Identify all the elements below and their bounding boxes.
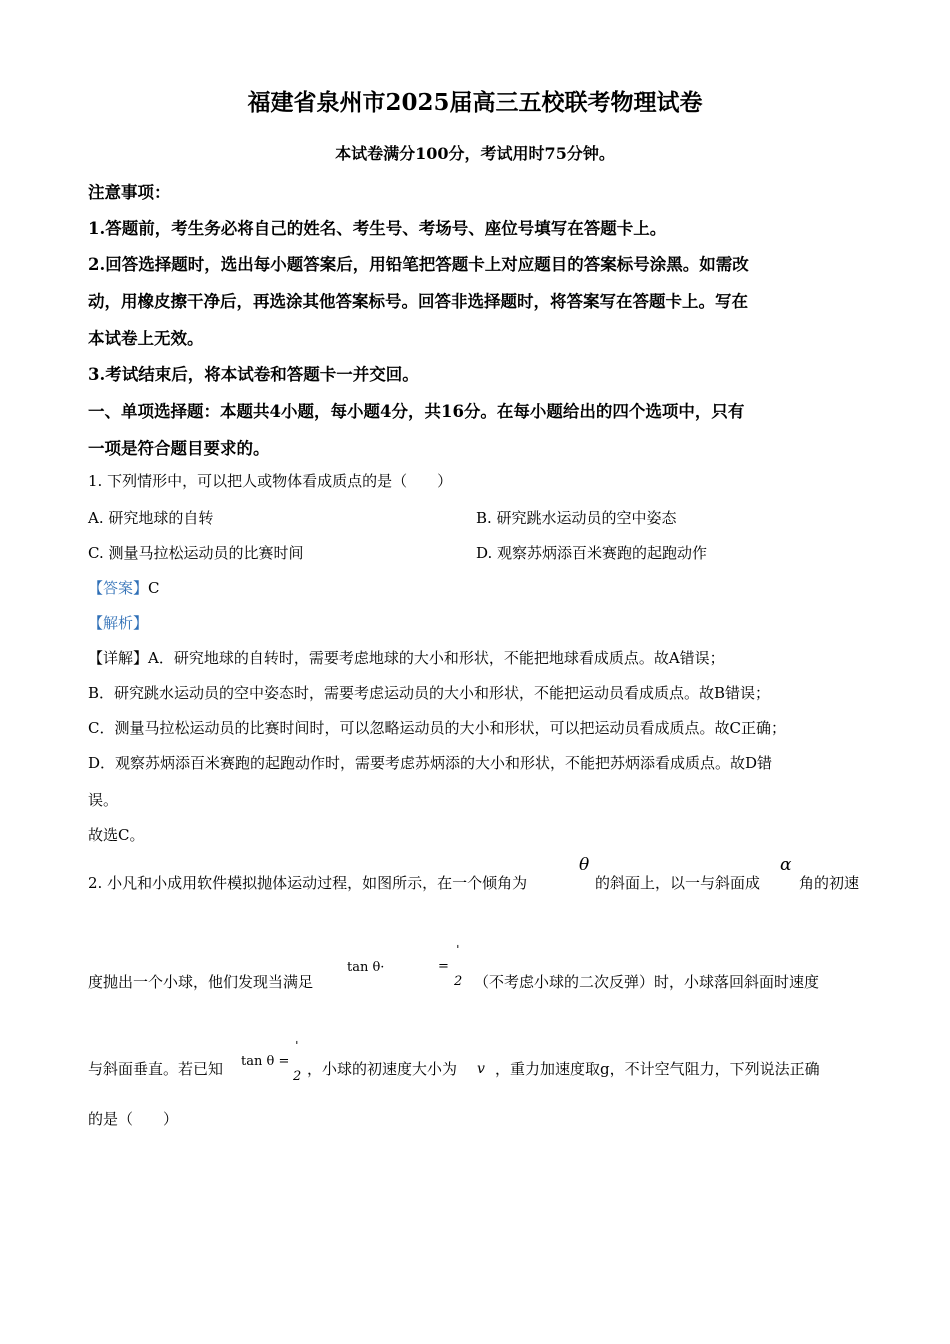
question-2-line-2-b: （不考虑小球的二次反弹）时，小球落回斜面时速度: [474, 973, 820, 991]
section-heading-line-1: 一、单项选择题：本题共4小题，每小题4分，共16分。在每小题给出的四个选项中，只有: [88, 402, 745, 421]
detail-a-line: [88, 647, 725, 668]
question-2-line-3-c: ，重力加速度取g，不计空气阻力，下列说法正确: [495, 1060, 820, 1078]
exam-subtitle: 本试卷满分100分，考试用时75分钟。: [335, 144, 615, 163]
formula-equals: =: [438, 959, 449, 974]
notice-heading: 注意事项：: [88, 183, 171, 202]
symbol-v: v: [477, 1061, 485, 1077]
notice-item-3: 3.考试结束后，将本试卷和答题卡一并交回。: [88, 365, 419, 384]
symbol-theta: θ: [579, 855, 590, 875]
question-2-line-1-a: 2. 小凡和小成用软件模拟抛体运动过程，如图所示，在一个倾角为: [88, 874, 528, 892]
detail-d-line-2: 误。: [88, 791, 119, 809]
question-2-line-4: 的是（ ）: [88, 1110, 179, 1128]
question-2-line-1-b: 的斜面上，以一与斜面成: [595, 874, 761, 892]
notice-item-1: 1.答题前，考生务必将自己的姓名、考生号、考场号、座位号填写在答题卡上。: [88, 219, 667, 238]
question-1-option-c: C. 测量马拉松运动员的比赛时间: [88, 544, 304, 562]
notice-item-2-line-3: 本试卷上无效。: [88, 329, 204, 348]
question-1-option-d: D. 观察苏炳添百米赛跑的起跑动作: [476, 544, 708, 562]
question-2-line-2-a: 度抛出一个小球，他们发现当满足: [88, 973, 314, 991]
question-2-line-3-a: 与斜面垂直。若已知: [88, 1060, 224, 1078]
formula-tan-theta-product: tan θ·: [347, 960, 385, 975]
section-heading-line-2: 一项是符合题目要求的。: [88, 439, 270, 458]
question-2-line-1-c: 角的初速: [799, 874, 860, 892]
page-title: 福建省泉州市2025届高三五校联考物理试卷: [247, 89, 703, 116]
detail-d-line-1: D．观察苏炳添百米赛跑的起跑动作时，需要考虑苏炳添的大小和形状，不能把苏炳添看成质点。故D错: [88, 754, 773, 772]
fraction-denominator-2: 2: [293, 1069, 302, 1084]
notice-item-2-line-2: 动，用橡皮擦干净后，再选涂其他答案标号。回答非选择题时，将答案写在答题卡上。写在: [88, 292, 748, 311]
formula-tan-theta: tan θ =: [241, 1054, 290, 1069]
question-2-line-3-b: ，小球的初速度大小为: [307, 1060, 458, 1078]
fraction-bar-mark: ˈ: [456, 944, 460, 959]
answer-tag: 【答案】: [88, 579, 149, 597]
detail-c: C．测量马拉松运动员的比赛时间时，可以忽略运动员的大小和形状，可以把运动员看成质点。故C正确；: [88, 719, 786, 737]
notice-item-2-line-1: 2.回答选择题时，选出每小题答案后，用铅笔把答题卡上对应题目的答案标号涂黑。如需改: [88, 255, 749, 274]
answer-line: [88, 577, 160, 598]
answer-value: C: [148, 579, 160, 597]
detail-tag: 【详解】: [88, 649, 149, 667]
question-1-option-a: A. 研究地球的自转: [88, 509, 214, 527]
detail-b: B．研究跳水运动员的空中姿态时，需要考虑运动员的大小和形状，不能把运动员看成质点。故B错误；: [88, 684, 771, 702]
conclusion: 故选C。: [88, 826, 145, 844]
detail-a: A．研究地球的自转时，需要考虑地球的大小和形状，不能把地球看成质点。故A错误；: [148, 649, 725, 667]
analysis-tag: 【解析】: [88, 614, 149, 632]
symbol-alpha: α: [780, 855, 792, 875]
fraction-bar-mark-2: ˈ: [295, 1040, 299, 1055]
question-1-option-b: B. 研究跳水运动员的空中姿态: [476, 509, 677, 527]
question-1-stem: 1. 下列情形中，可以把人或物体看成质点的是（ ）: [88, 472, 453, 490]
fraction-denominator: 2: [454, 974, 463, 989]
